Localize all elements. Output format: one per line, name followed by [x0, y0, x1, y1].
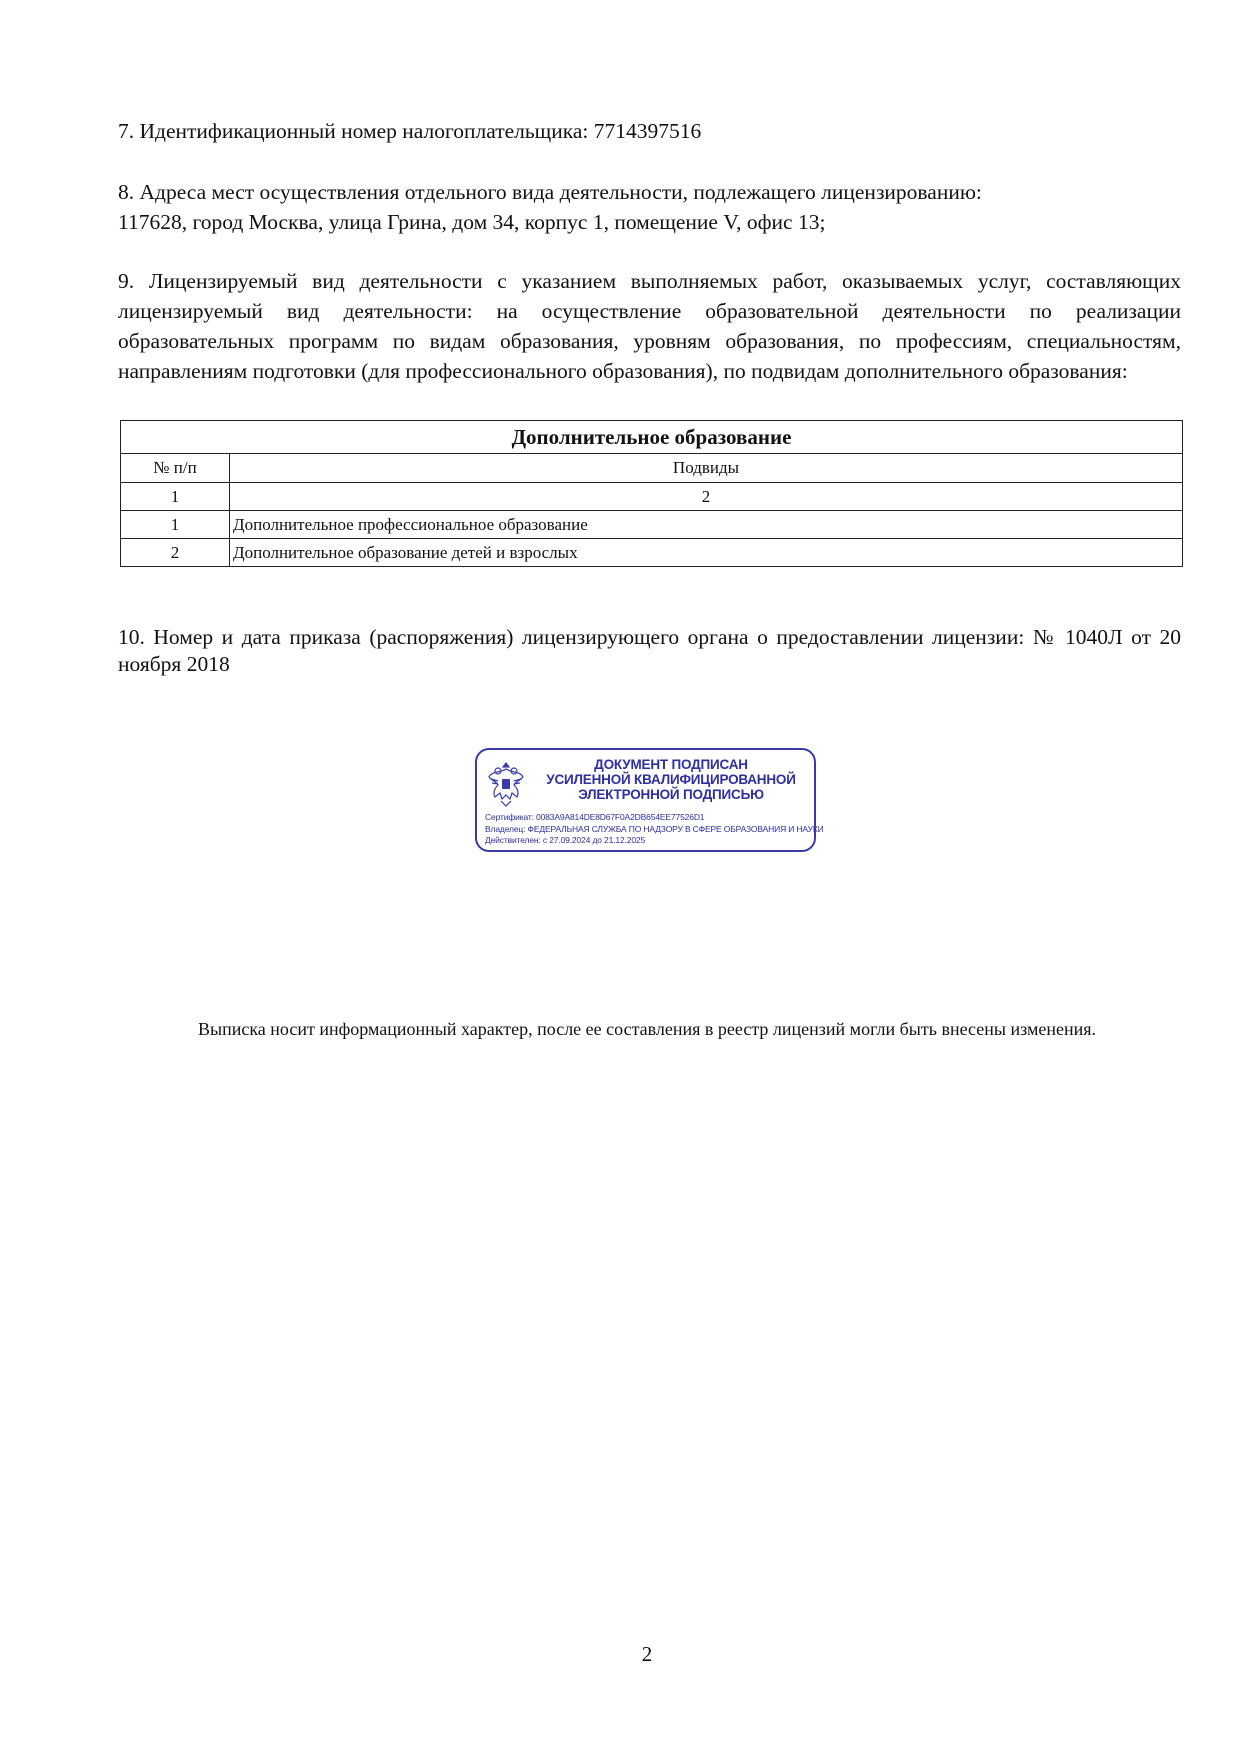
informational-note: Выписка носит информационный характер, после ее составления в реестр лицензий могли быть внесены изменения.: [197, 1019, 1097, 1039]
stamp-certificate: Сертификат: 0083A9A814DE8D67F0A2DB654EE77526D1: [485, 812, 705, 822]
table-row: [121, 511, 1183, 539]
row-number: 2: [121, 539, 230, 567]
stamp-line-2: УСИЛЕННОЙ КВАЛИФИЦИРОВАННОЙ: [546, 772, 796, 787]
stamp-line-1: ДОКУМЕНТ ПОДПИСАН: [594, 757, 748, 772]
activity-address-item: [118, 177, 1181, 237]
licensed-activity-item: 9. Лицензируемый вид деятельности с указанием выполняемых работ, оказываемых услуг, составляющих лицензируемый вид деятельности: на осуществление образовательной деятельности по реализации образовательных программ по видам образования, уровням образования, по профессиям, специальностям, направлениям подготовки (для профессионального образования), по подвидам дополнительного образования:: [118, 269, 1181, 383]
stamp-heading: [529, 757, 813, 802]
stamp-line-3: ЭЛЕКТРОННОЙ ПОДПИСЬЮ: [578, 787, 764, 802]
row-subtype-name: Дополнительное профессиональное образование: [230, 511, 1183, 539]
activity-address-heading: 8. Адреса мест осуществления отдельного вида деятельности, подлежащего лицензированию:: [118, 180, 982, 204]
page-number: 2: [641, 1642, 653, 1666]
column-number-cell: 2: [230, 483, 1183, 511]
taxpayer-id-item: 7. Идентификационный номер налогоплательщика: 7714397516: [118, 119, 702, 143]
column-number-row: [121, 483, 1183, 511]
activity-address-value: 117628, город Москва, улица Грина, дом 34, корпус 1, помещение V, офис 13;: [118, 210, 826, 234]
table-caption-row: [121, 421, 1183, 454]
coat-of-arms-icon: [486, 759, 526, 809]
education-subtypes-table: [120, 420, 1183, 567]
license-order-item: 10. Номер и дата приказа (распоряжения) лицензирующего органа о предоставлении лицензии: № 1040Л от 20 ноября 2018: [118, 625, 1181, 676]
column-number-cell: 1: [121, 483, 230, 511]
stamp-validity: Действителен: с 27.09.2024 до 21.12.2025: [485, 835, 646, 845]
table-caption: Дополнительное образование: [121, 421, 1183, 454]
table-row: [121, 539, 1183, 567]
row-subtype-name: Дополнительное образование детей и взрослых: [230, 539, 1183, 567]
electronic-signature-stamp: [475, 748, 824, 852]
table-header-row: [121, 454, 1183, 483]
header-number: № п/п: [121, 454, 230, 483]
row-number: 1: [121, 511, 230, 539]
stamp-details: [485, 812, 824, 847]
header-subtypes: Подвиды: [230, 454, 1183, 483]
stamp-owner: Владелец: ФЕДЕРАЛЬНАЯ СЛУЖБА ПО НАДЗОРУ В СФЕРЕ ОБРАЗОВАНИЯ И НАУКИ: [485, 823, 824, 834]
